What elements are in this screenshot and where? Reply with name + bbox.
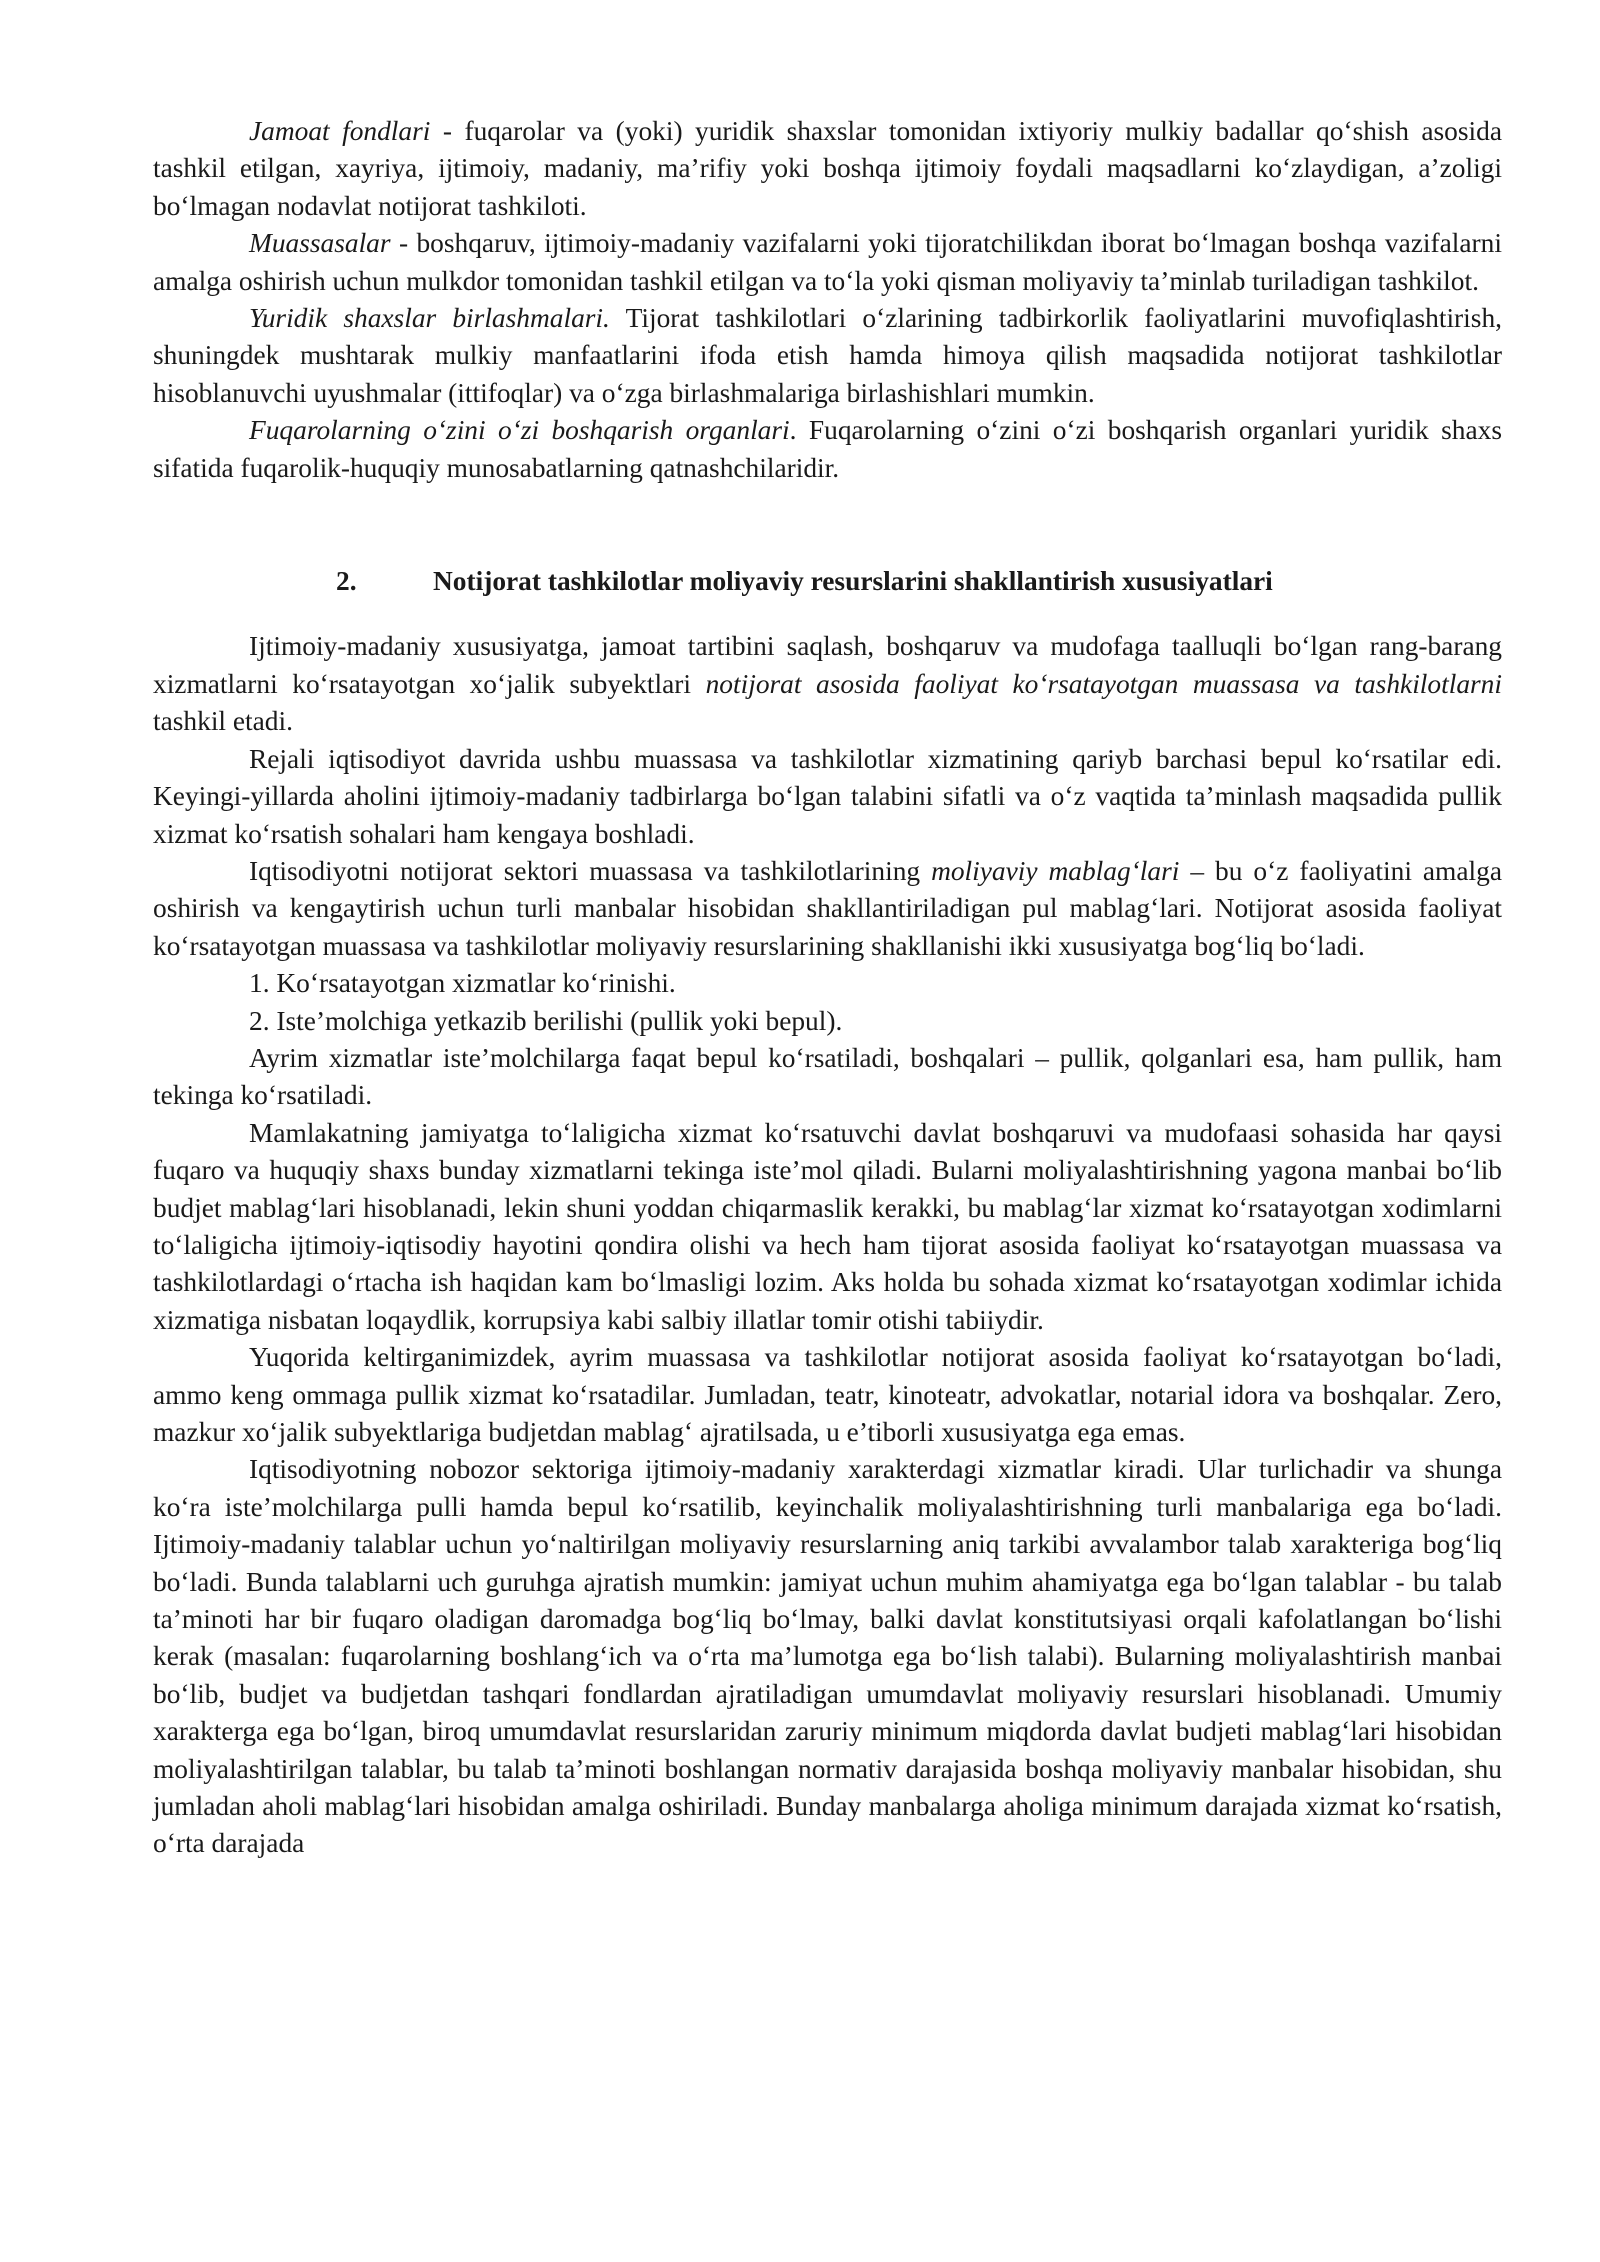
paragraph-text: Ijtimoiy-madaniy xususiyatga, jamoat tartibini saqlash, boshqaruv va mudofaga taalluqli bo‘lgan rang-barang xizmatlarni ko‘rsatayotgan xo‘jalik subyektlari — [153, 631, 1502, 699]
paragraph-ayrim-xizmatlar: Ayrim xizmatlar iste’molchilarga faqat bepul ko‘rsatiladi, boshqalari – pullik, qolganlari esa, ham pullik, ham tekinga ko‘rsatiladi. — [153, 1042, 1502, 1111]
paragraph-muassasalar — [153, 225, 1502, 300]
term-italic: Yuridik shaxslar birlashmalari. — [249, 303, 610, 334]
section-number: 2. — [336, 566, 357, 597]
term-italic: Muassasalar — [249, 228, 391, 259]
paragraph-text: Iqtisodiyotni notijorat sektori muassasa va tashkilotlarining — [249, 855, 932, 886]
definition-text: - fuqarolar va (yoki) yuridik shaxslar tomonidan ixtiyoriy mulkiy badallar qo‘shish asosida tashkil etilgan, xayriya, ijtimoiy, madaniy, ma’rifiy yoki boshqa ijtimoiy foydali maqsadlarni ko‘zlaydigan, a’zoligi bo‘lmagan nodavlat notijorat tashkiloti. — [153, 116, 1502, 221]
term-italic: Fuqarolarning o‘zini o‘zi boshqarish organlari — [249, 415, 790, 446]
definition-text: Tijorat tashkilotlari o‘zlarining tadbirkorlik faoliyatlarini muvofiqlashtirish, shuningdek mushtarak mulkiy manfaatlarini ifoda etish hamda himoya qilish maqsadida notijorat tashkilotlar hisoblanuvchi uyushmalar (ittifoqlar) va o‘zga birlashmalariga birlashishlari mumkin. — [153, 303, 1502, 408]
italic-phrase: moliyaviy mablag‘lari — [931, 855, 1180, 886]
paragraph-iqtisodiyotning: Iqtisodiyotning nobozor sektoriga ijtimoiy-madaniy xarakterdagi xizmatlar kiradi. Ular turlichadir va shunga ko‘ra iste’molchilarga pulli hamda bepul ko‘rsatilib, keyinchalik moliyalashtirishning turli manbalariga ega bo‘ladi. Ijtimoiy-madaniy talablar uchun yo‘naltirilgan moliyaviy resurslarning aniq tarkibi avvalambor talab xarakteriga bog‘liq bo‘ladi. Bunda talablarni uch guruhga ajratish mumkin: jamiyat uchun muhim ahamiyatga ega bo‘lgan talablar - bu talab ta’minoti har bir fuqaro oladigan daromadga bog‘liq bo‘lmay, balki davlat konstitutsiyasi orqali kafolatlangan bo‘lishi kerak (masalan: fuqarolarning boshlang‘ich va o‘rta ma’lumotga ega bo‘lish talabi). Bularning moliyalashtirish manbai bo‘lib, budjet va budjetdan tashqari fondlardan ajratiladigan umumdavlat moliyaviy resurslari hisoblanadi. Umumiy xarakterga ega bo‘lgan, biroq umumdavlat resurslaridan zaruriy minimum miqdorda davlat budjeti mablag‘lari hisobidan moliyalashtirilgan talablar, bu talab ta’minoti boshlangan normativ darajasida boshqa moliyaviy manbalar hisobidan, shu jumladan aholi mablag‘lari hisobidan amalga oshiriladi. Bunday manbalarga aholiga minimum darajada xizmat ko‘rsatish, o‘rta darajada — [153, 1454, 1502, 1859]
term-italic: Jamoat fondlari — [249, 116, 431, 146]
paragraph-text: – bu o‘z faoliyatini amalga oshirish va kengaytirish uchun turli manbalar hisobidan shakllantiriladigan pul mablag‘lari. Notijorat asosida faoliyat ko‘rsatayotgan muassasa va tashkilotlar moliyaviy resurslarining shakllanishi ikki xususiyatga bog‘liq bo‘ladi. — [153, 855, 1502, 961]
paragraph-intro — [153, 628, 1502, 740]
section-heading — [153, 563, 1502, 600]
paragraph-jamoat-fondlari — [153, 113, 1502, 225]
paragraph-yuridik-shaxslar — [153, 300, 1502, 412]
document-page — [153, 113, 1502, 1863]
list-item: 2. Iste’molchiga yetkazib berilishi (pullik yoki bepul). — [249, 1005, 843, 1036]
section-title: Notijorat tashkilotlar moliyaviy resurslarini shakllantirish xususiyatlari — [433, 566, 1273, 597]
italic-phrase: notijorat asosida faoliyat ko‘rsatayotgan muassasa va tashkilotlarni — [705, 668, 1502, 699]
definition-text: - boshqaruv, ijtimoiy-madaniy vazifalarni yoki tijoratchilikdan iborat bo‘lmagan boshqa vazifalarni amalga oshirish uchun mulkdor tomonidan tashkil etilgan va to‘la yoki qisman moliyaviy ta’minlab turiladigan tashkilot. — [153, 228, 1502, 296]
paragraph-rejali: Rejali iqtisodiyot davrida ushbu muassasa va tashkilotlar xizmatining qariyb barchasi bepul ko‘rsatilar edi. Keyingi-yillarda aholini ijtimoiy-madaniy tadbirlarga bo‘lgan talabini sifatli va o‘z vaqtida ta’minlash maqsadida pullik xizmat ko‘rsatish sohalari ham kengaya boshladi. — [153, 743, 1502, 849]
list-item: 1. Ko‘rsatayotgan xizmatlar ko‘rinishi. — [249, 968, 676, 999]
paragraph-text: tashkil etadi. — [153, 706, 293, 737]
paragraph-moliyaviy-mablaglar — [153, 853, 1502, 965]
paragraph-fuqarolarning-organlari — [153, 412, 1502, 487]
definition-text: . Fuqarolarning o‘zini o‘zi boshqarish organlari yuridik shaxs sifatida fuqarolik-huquqiy munosabatlarning qatnashchilaridir. — [153, 415, 1502, 483]
paragraph-yuqorida: Yuqorida keltirganimizdek, ayrim muassasa va tashkilotlar notijorat asosida faoliyat ko‘rsatayotgan bo‘ladi, ammo keng ommaga pullik xizmat ko‘rsatadilar. Jumladan, teatr, kinoteatr, advokatlar, notarial idora va boshqalar. Zero, mazkur xo‘jalik subyektlariga budjetdan mablag‘ ajratilsada, u e’tiborli xususiyatga ega emas. — [153, 1342, 1502, 1447]
paragraph-mamlakatning: Mamlakatning jamiyatga to‘laligicha xizmat ko‘rsatuvchi davlat boshqaruvi va mudofaasi sohasida har qaysi fuqaro va huquqiy shaxs bunday xizmatlarni tekinga iste’mol qiladi. Bularni moliyalashtirishning yagona manbai bo‘lib budjet mablag‘lari hisoblanadi, lekin shuni yoddan chiqarmaslik kerakki, bu mablag‘lar xizmat ko‘rsatayotgan xodimlarni to‘laligicha ijtimoiy-iqtisodiy hayotini qondira olishi va hech ham tijorat asosida faoliyat ko‘rsatayotgan muassasa va tashkilotlardagi o‘rtacha ish haqidan kam bo‘lmasligi lozim. Aks holda bu sohada xizmat ko‘rsatayotgan xodimlar ichida xizmatiga nisbatan loqaydlik, korrupsiya kabi salbiy illatlar tomir otishi tabiiydir. — [153, 1117, 1502, 1335]
